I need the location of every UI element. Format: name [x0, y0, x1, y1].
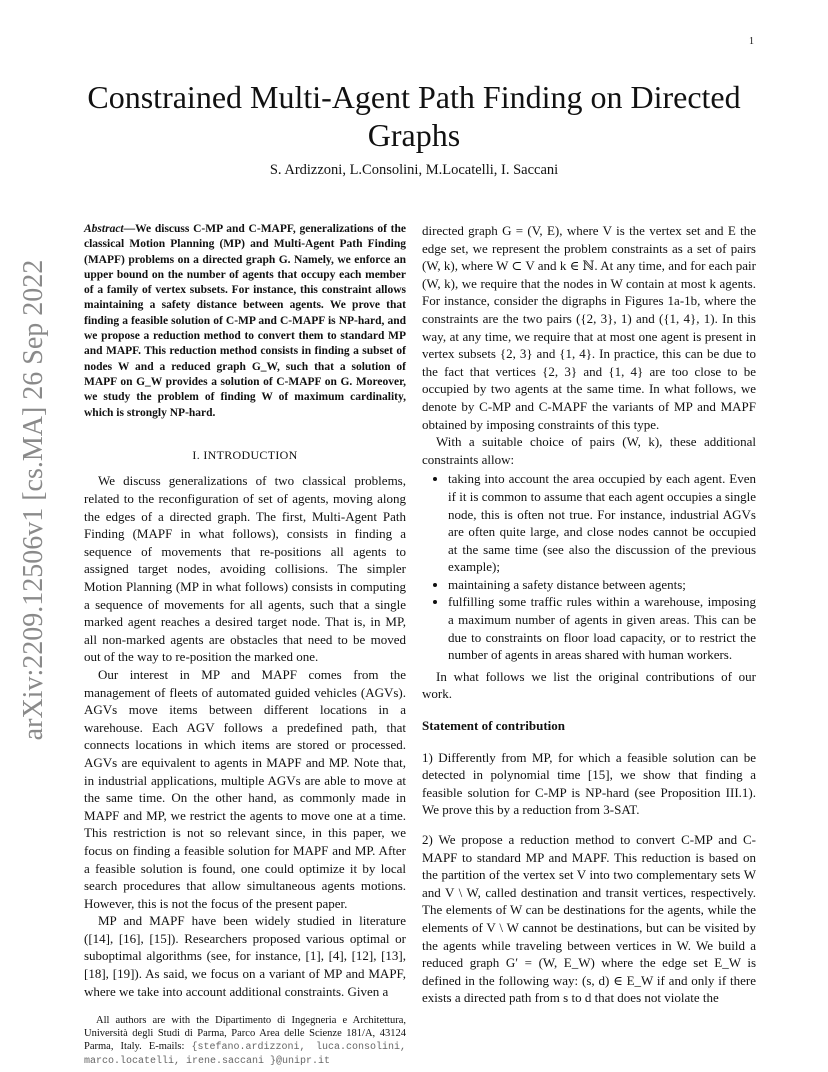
constraints-list	[422, 470, 756, 664]
right-paragraph-2: With a suitable choice of pairs (W, k), these additional constraints allow:	[422, 434, 756, 467]
intro-paragraph-1: We discuss generalizations of two classical problems, related to the reconfiguration of set of agents, moving along the edges of a directed graph. The first, Multi-Agent Path Finding (MAPF in what follows), consists in finding a sequence of movements that re-positions all agents to assigned target nodes, avoiding collisions. The simpler Motion Planning (MP in what follows) consists in computing a sequence of movements for all agents, such that a single marked agent reaches a desired target node. That is, in MP, all non-marked agents are obstacles that need to be moved out of the way to re-position the marked one.	[84, 473, 406, 665]
intro-paragraph-2: Our interest in MP and MAPF comes from the management of fleets of automated guided vehicles (AGVs). AGVs move items between different locations in a warehouse. Each AGV follows a predefined path, that connects locations in which items are stored or processed. AGVs are equivalent to agents in MAPF and MP. Note that, in industrial applications, multiple AGVs are able to move at the same time. On the other hand, as commonly made in MAPF and MP, we restrict the agents to move one at a time. This restriction is not so relevant since, in this paper, we focus on finding a feasible solution for MAPF and MP. After a feasible solution is found, one could optimize it by local search procedures that allow simultaneous agents motions. However, this is not the focus of the present paper.	[84, 666, 406, 911]
contribution-1: 1) Differently from MP, for which a feasible solution can be detected in polynomial time [15], we show that finding a feasible solution for C-MP is NP-hard (see Proposition III.1). We prove this by a reduction from 3-SAT.	[422, 749, 756, 818]
paper-title: Constrained Multi-Agent Path Finding on Directed Graphs	[87, 79, 741, 153]
abstract-text: —We discuss C-MP and C-MAPF, generalizations of the classical Motion Planning (MP) and Multi-Agent Path Finding (MAPF) problems on a directed graph G. Namely, we enforce an upper bound on the number of agents that occupy each member of a family of vertex subsets. For instance, this constraint allows maintaining a safety distance between agents. We prove that finding a feasible solution of C-MP and C-MAPF is NP-hard, and we propose a reduction method to convert them to standard MP and MAPF. This reduction method consists in finding a subset of nodes W and a reduced graph G_W, such that a solution of MAPF on G_W provides a solution of C-MAPF on G. Moreover, we study the problem of finding W of maximum cardinality, which is strongly NP-hard.	[84, 223, 406, 419]
abstract	[84, 222, 406, 421]
right-paragraph-1: directed graph G = (V, E), where V is the vertex set and E the edge set, we represent the problem constraints as a set of pairs (W, k), where W ⊂ V and k ∈ ℕ. At any time, and for each pair (W, k), we require that the nodes in W contain at most k agents. For instance, consider the digraphs in Figures 1a-1b, where the constraints are the two pairs ({2, 3}, 1) and ({1, 4}, 1). In this way, at any time, we require that at most one agent is present in vertex subsets {2, 3} and {1, 4}. In practice, this can be due to the fact that vertices {2, 3} and {1, 4} are too close to be occupied by two agents at the same time. In what follows, we denote by C-MP and C-MAPF the variants of MP and MAPF obtained by imposing constraints of this type.	[422, 223, 756, 432]
contribution-heading: Statement of contribution	[422, 718, 565, 734]
author-footnote	[84, 1014, 406, 1068]
page-number: 1	[749, 36, 754, 47]
list-item: • maintaining a safety distance between agents;	[448, 576, 756, 594]
abstract-lead: Abstract	[84, 223, 124, 235]
left-column	[84, 222, 406, 1068]
arxiv-stamp: arXiv:2209.12506v1 [cs.MA] 26 Sep 2022	[18, 259, 49, 741]
footnote-text: All authors are with the Dipartimento di Ingegneria e Architettura, Università degli Studi di Parma, Parco Area delle Scienze 181/A, 43124 Parma, Italy. E-mails:	[84, 1015, 406, 1053]
arxiv-sidebar	[14, 250, 54, 750]
after-bullets-paragraph: In what follows we list the original contributions of our work.	[422, 668, 756, 702]
section-heading-introduction: I. INTRODUCTION	[192, 447, 298, 462]
footnote-emails: {stefano.ardizzoni, luca.consolini, marco.locatelli, irene.saccani }@unipr.it	[84, 1042, 406, 1068]
list-item: • taking into account the area occupied by each agent. Even if it is common to assume that each agent occupies a single node, this is often not true. For instance, industrial AGVs are often quite large, and close nodes cannot be occupied at the same time (see also the discussion of the previous example);	[448, 470, 756, 576]
paper-authors: S. Ardizzoni, L.Consolini, M.Locatelli, I. Saccani	[269, 162, 559, 178]
intro-paragraph-3: MP and MAPF have been widely studied in literature ([14], [16], [15]). Researchers proposed various optimal or suboptimal algorithms (see, for instance, [1], [4], [12], [13], [18], [19]). As said, we focus on a variant of MP and MAPF, where we take into account additional constraints. Given a	[84, 913, 406, 999]
list-item: • fulfilling some traffic rules within a warehouse, imposing a maximum number of agents in given areas. This can be due to constraints on floor load capacity, or to restrict the number of agents in areas shared with human workers.	[448, 593, 756, 663]
contribution-2: 2) We propose a reduction method to convert C-MP and C-MAPF to standard MP and MAPF. This reduction is based on the partition of the vertex set V into two complementary sets W and V \ W, called destination and transit vertices, respectively. The elements of W can be destinations for the agents, while the elements of V \ W cannot be destinations, but can be visited by the agents while traveling between vertices in W. We build a reduced graph G′ = (W, E_W) where the edge set E_W is defined in the following way: (s, d) ∈ E_W if and only if there exists a directed path from s to d that does not violate the	[422, 832, 756, 1006]
right-column	[422, 222, 756, 1007]
